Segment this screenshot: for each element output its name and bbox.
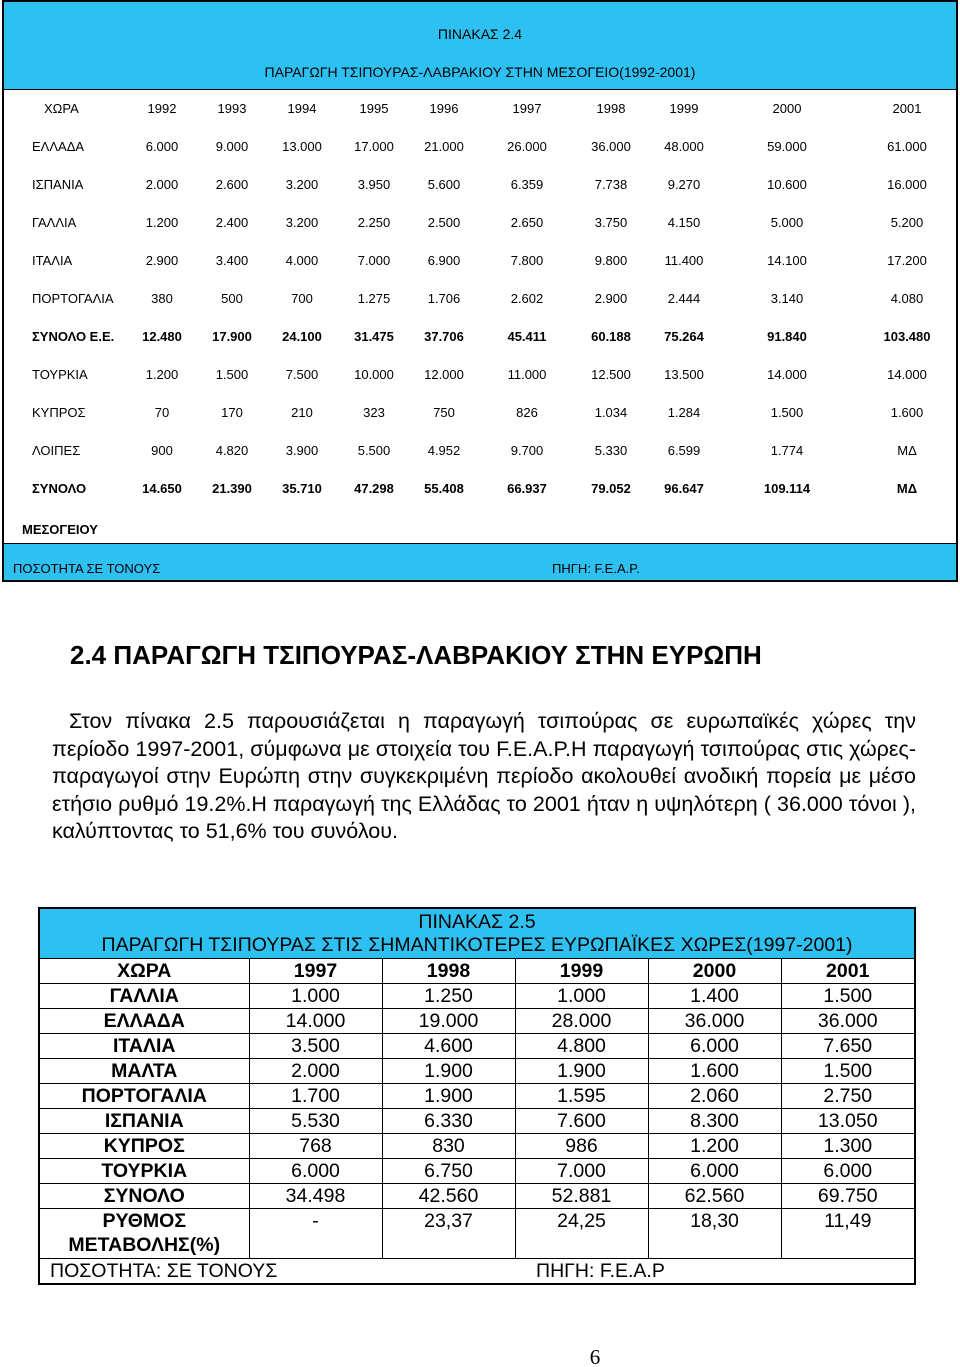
table-cell: 6.000 bbox=[781, 1158, 915, 1183]
table-cell: 2.444 bbox=[667, 291, 701, 306]
table-cell: 1.500 bbox=[781, 983, 915, 1008]
table-cell: 1.500 bbox=[781, 1058, 915, 1083]
row-label: ΙΤΑΛΙΑ bbox=[39, 1033, 249, 1058]
table-cell: 750 bbox=[433, 405, 455, 420]
paragraph-text: Στον πίνακα 2.5 παρουσιάζεται η παραγωγή τσιπούρας σε ευρωπαϊκές χώρες την περίοδο 1997-2001, σύμφωνα με στοιχεία του F.E.A.P.Η παραγωγή τσιπούρας στις χώρες-παραγωγοί στην Ευρώπη στην συγκεκριμένη περίοδο ακολουθεί ανοδική πορεία με μέσο ετήσιο ρυθμό 19.2%.Η παραγωγή της Ελλάδας το 2001 ήταν η υψηλότερη ( 36.000 τόνοι ), καλύπτοντας το 51,6% του συνόλου. bbox=[52, 709, 916, 843]
table-cell: 13.500 bbox=[664, 367, 704, 382]
table-cell: 12.500 bbox=[591, 367, 631, 382]
table-cell: 14.000 bbox=[249, 1008, 382, 1033]
column-header-year: 1999 bbox=[515, 958, 648, 983]
table-row bbox=[39, 1158, 915, 1183]
table-row bbox=[39, 1083, 915, 1108]
table-cell: 1997 bbox=[512, 101, 542, 116]
table-cell: 3.140 bbox=[770, 291, 804, 306]
row-label: ΜΑΛΤΑ bbox=[39, 1058, 249, 1083]
table-2-4-source: ΠΗΓΗ: F.E.A.P. bbox=[552, 561, 640, 576]
table-cell: 6.000 bbox=[249, 1158, 382, 1183]
table-cell: 2.602 bbox=[510, 291, 544, 306]
table-row bbox=[4, 242, 956, 280]
rate-label-line2: ΜΕΤΑΒΟΛΗΣ(%) bbox=[68, 1233, 221, 1256]
row-label: ΣΥΝΟΛΟ bbox=[32, 481, 87, 496]
table-cell: 70 bbox=[154, 405, 170, 420]
table-cell: 1.034 bbox=[594, 405, 628, 420]
table-cell: 1.200 bbox=[145, 367, 179, 382]
table-cell: 48.000 bbox=[664, 139, 704, 154]
table-cell: 11,49 bbox=[781, 1208, 915, 1258]
table-cell: 69.750 bbox=[781, 1183, 915, 1208]
row-label: ΤΟΥΡΚΙΑ bbox=[39, 1158, 249, 1183]
table-row bbox=[4, 356, 956, 394]
table-cell: 109.114 bbox=[763, 481, 811, 496]
table-2-5-title: ΠΑΡΑΓΩΓΗ ΤΣΙΠΟΥΡΑΣ ΣΤΙΣ ΣΗΜΑΝΤΙΚΟΤΕΡΕΣ ΕΥΡΩΠΑΪΚΕΣ ΧΩΡΕΣ(1997-2001) bbox=[39, 933, 915, 958]
table-cell: 1998 bbox=[596, 101, 626, 116]
table-cell: 14.000 bbox=[767, 367, 807, 382]
table-cell: 36.000 bbox=[781, 1008, 915, 1033]
table-cell: 4.000 bbox=[285, 253, 319, 268]
table-cell: - bbox=[249, 1208, 382, 1258]
table-cell: 45.411 bbox=[507, 329, 547, 344]
table-cell: 1.500 bbox=[770, 405, 804, 420]
table-cell: 21.390 bbox=[212, 481, 252, 496]
table-cell: 16.000 bbox=[887, 177, 927, 192]
table-cell: 36.000 bbox=[591, 139, 631, 154]
table-cell: 323 bbox=[363, 405, 385, 420]
table-cell: 6.900 bbox=[427, 253, 461, 268]
table-cell: 103.480 bbox=[883, 329, 931, 344]
table-cell: 19.000 bbox=[382, 1008, 515, 1033]
table-cell: 1.400 bbox=[648, 983, 781, 1008]
table-2-4-body bbox=[4, 90, 956, 543]
table-cell: 1.284 bbox=[667, 405, 701, 420]
table-cell: 10.600 bbox=[767, 177, 807, 192]
table-cell: 12.000 bbox=[424, 367, 464, 382]
table-row bbox=[39, 1183, 915, 1208]
row-label: ΤΟΥΡΚΙΑ bbox=[32, 367, 88, 382]
table-cell: 13.000 bbox=[282, 139, 322, 154]
table-cell: 11.000 bbox=[507, 367, 547, 382]
table-2-4-number: ΠΙΝΑΚΑΣ 2.4 bbox=[437, 26, 523, 42]
table-cell: 9.800 bbox=[594, 253, 628, 268]
table-cell: 11.400 bbox=[664, 253, 704, 268]
table-cell: 14.000 bbox=[887, 367, 927, 382]
table-cell: 31.475 bbox=[354, 329, 394, 344]
table-row bbox=[39, 983, 915, 1008]
table-cell: 986 bbox=[515, 1133, 648, 1158]
table-cell: 6.750 bbox=[382, 1158, 515, 1183]
table-cell: 3.900 bbox=[285, 443, 319, 458]
table-cell: 1.900 bbox=[382, 1058, 515, 1083]
table-row bbox=[39, 1108, 915, 1133]
table-2-5-unit-note: ΠΟΣΟΤΗΤΑ: ΣΕ ΤΟΝΟΥΣ bbox=[39, 1258, 648, 1284]
table-cell: 5.530 bbox=[249, 1108, 382, 1133]
table-cell: 2.000 bbox=[249, 1058, 382, 1083]
table-cell: 17.000 bbox=[354, 139, 394, 154]
table-cell: 6.000 bbox=[648, 1158, 781, 1183]
table-2-4-caption bbox=[4, 2, 956, 90]
table-cell: 3.400 bbox=[215, 253, 249, 268]
table-header-row bbox=[4, 90, 956, 128]
table-cell: 52.881 bbox=[515, 1183, 648, 1208]
table-cell: 1.900 bbox=[515, 1058, 648, 1083]
table-row bbox=[4, 280, 956, 318]
row-label: ΕΛΛΑΔΑ bbox=[39, 1008, 249, 1033]
table-cell: 1.700 bbox=[249, 1083, 382, 1108]
table-cell: 2.650 bbox=[510, 215, 544, 230]
table-cell: 380 bbox=[151, 291, 173, 306]
table-cell: 5.600 bbox=[427, 177, 461, 192]
table-2-5 bbox=[38, 907, 916, 1285]
row-label: ΧΩΡΑ bbox=[44, 101, 79, 116]
table-cell: 66.937 bbox=[507, 481, 547, 496]
table-footer-row bbox=[39, 1258, 915, 1284]
table-cell: 3.950 bbox=[357, 177, 391, 192]
table-cell: 75.264 bbox=[664, 329, 704, 344]
table-cell: 2.600 bbox=[215, 177, 249, 192]
section-heading: 2.4 ΠΑΡΑΓΩΓΗ ΤΣΙΠΟΥΡΑΣ-ΛΑΒΡΑΚΙΟΥ ΣΤΗΝ ΕΥΡΩΠΗ bbox=[70, 640, 762, 670]
table-cell: 826 bbox=[516, 405, 538, 420]
table-cell: 4.150 bbox=[667, 215, 701, 230]
table-cell: 1.900 bbox=[382, 1083, 515, 1108]
rate-of-change-row bbox=[39, 1208, 915, 1258]
row-label bbox=[39, 1208, 249, 1258]
row-label: ΙΣΠΑΝΙΑ bbox=[32, 177, 84, 192]
table-cell: 4.820 bbox=[215, 443, 249, 458]
table-cell: 21.000 bbox=[424, 139, 464, 154]
table-cell: 3.500 bbox=[249, 1033, 382, 1058]
table-row bbox=[39, 1133, 915, 1158]
table-cell: 2.900 bbox=[594, 291, 628, 306]
table-cell: 8.300 bbox=[648, 1108, 781, 1133]
table-cell: 210 bbox=[291, 405, 313, 420]
table-row bbox=[4, 166, 956, 204]
column-header-year: 1997 bbox=[249, 958, 382, 983]
table-2-4-total-label-cont: ΜΕΣΟΓΕΙΟΥ bbox=[22, 522, 98, 537]
table-cell: 1.275 bbox=[357, 291, 391, 306]
table-cell: 47.298 bbox=[354, 481, 394, 496]
row-label: ΕΛΛΑΔΑ bbox=[32, 139, 85, 154]
table-cell: 1992 bbox=[147, 101, 177, 116]
table-cell: 1.706 bbox=[427, 291, 461, 306]
table-cell: 6.359 bbox=[510, 177, 544, 192]
table-cell: 59.000 bbox=[767, 139, 807, 154]
table-cell: 1.000 bbox=[249, 983, 382, 1008]
table-cell: 17.900 bbox=[212, 329, 252, 344]
table-cell: 1.600 bbox=[648, 1058, 781, 1083]
table-cell: 2.500 bbox=[427, 215, 461, 230]
table-row bbox=[4, 432, 956, 470]
table-cell: 1.500 bbox=[215, 367, 249, 382]
table-cell: 4.800 bbox=[515, 1033, 648, 1058]
table-cell: 5.500 bbox=[357, 443, 391, 458]
table-cell: ΜΔ bbox=[897, 443, 917, 458]
table-2-4-unit-note: ΠΟΣΟΤΗΤΑ ΣΕ ΤΟΝΟΥΣ bbox=[13, 561, 161, 576]
table-cell: 5.200 bbox=[890, 215, 924, 230]
table-cell: 7.000 bbox=[515, 1158, 648, 1183]
table-cell: 6.330 bbox=[382, 1108, 515, 1133]
table-cell: 2.750 bbox=[781, 1083, 915, 1108]
row-label: ΚΥΠΡΟΣ bbox=[39, 1133, 249, 1158]
table-cell: 3.200 bbox=[285, 177, 319, 192]
table-cell: 6.000 bbox=[648, 1033, 781, 1058]
table-cell: 1994 bbox=[287, 101, 317, 116]
table-2-5-number: ΠΙΝΑΚΑΣ 2.5 bbox=[39, 908, 915, 933]
table-2-4 bbox=[2, 0, 958, 582]
row-label: ΣΥΝΟΛΟ Ε.Ε. bbox=[32, 329, 115, 344]
page-number: 6 bbox=[589, 1345, 601, 1367]
table-cell: 9.700 bbox=[510, 443, 544, 458]
table-cell: 4.600 bbox=[382, 1033, 515, 1058]
table-cell: 500 bbox=[221, 291, 243, 306]
row-label: ΙΣΠΑΝΙΑ bbox=[39, 1108, 249, 1133]
table-cell: 23,37 bbox=[382, 1208, 515, 1258]
table-cell: 1.000 bbox=[515, 983, 648, 1008]
table-cell: 900 bbox=[151, 443, 173, 458]
table-cell: 36.000 bbox=[648, 1008, 781, 1033]
table-row bbox=[39, 1008, 915, 1033]
row-label: ΣΥΝΟΛΟ bbox=[39, 1183, 249, 1208]
table-cell: 1.200 bbox=[648, 1133, 781, 1158]
table-2-4-title: ΠΑΡΑΓΩΓΗ ΤΣΙΠΟΥΡΑΣ-ΛΑΒΡΑΚΙΟΥ ΣΤΗΝ ΜΕΣΟΓΕΙΟ(1992-2001) bbox=[264, 64, 696, 80]
table-row bbox=[4, 204, 956, 242]
table-cell: 12.480 bbox=[142, 329, 182, 344]
table-cell: 9.000 bbox=[215, 139, 249, 154]
table-cell: 55.408 bbox=[424, 481, 464, 496]
table-cell: ΜΔ bbox=[896, 481, 918, 496]
table-cell: 14.650 bbox=[142, 481, 182, 496]
table-cell: 5.000 bbox=[770, 215, 804, 230]
column-header-year: 2001 bbox=[781, 958, 915, 983]
table-cell: 5.330 bbox=[594, 443, 628, 458]
table-cell: 10.000 bbox=[354, 367, 394, 382]
table-cell: 7.650 bbox=[781, 1033, 915, 1058]
table-cell: 768 bbox=[249, 1133, 382, 1158]
table-cell: 2000 bbox=[772, 101, 802, 116]
table-cell: 7.800 bbox=[510, 253, 544, 268]
table-cell: 6.599 bbox=[667, 443, 701, 458]
table-cell: 28.000 bbox=[515, 1008, 648, 1033]
table-cell: 2.400 bbox=[215, 215, 249, 230]
row-label: ΙΤΑΛΙΑ bbox=[32, 253, 73, 268]
row-label: ΓΑΛΛΙΑ bbox=[39, 983, 249, 1008]
table-cell: 18,30 bbox=[648, 1208, 781, 1258]
table-cell: 1.200 bbox=[145, 215, 179, 230]
table-cell: 7.600 bbox=[515, 1108, 648, 1133]
row-label: ΛΟΙΠΕΣ bbox=[32, 443, 81, 458]
table-row bbox=[39, 1033, 915, 1058]
row-label: ΚΥΠΡΟΣ bbox=[32, 405, 86, 420]
table-cell: 4.080 bbox=[890, 291, 924, 306]
row-label: ΓΑΛΛΙΑ bbox=[32, 215, 77, 230]
row-label: ΠΟΡΤΟΓΑΛΙΑ bbox=[39, 1083, 249, 1108]
table-cell: 1996 bbox=[429, 101, 459, 116]
table-cell: 13.050 bbox=[781, 1108, 915, 1133]
table-cell: 24,25 bbox=[515, 1208, 648, 1258]
table-cell: 1.250 bbox=[382, 983, 515, 1008]
table-cell: 2.250 bbox=[357, 215, 391, 230]
table-cell: 1.600 bbox=[890, 405, 924, 420]
table-cell: 79.052 bbox=[591, 481, 631, 496]
table-cell: 1.300 bbox=[781, 1133, 915, 1158]
table-header-row bbox=[39, 958, 915, 983]
table-cell: 62.560 bbox=[648, 1183, 781, 1208]
table-cell: 34.498 bbox=[249, 1183, 382, 1208]
table-cell: 60.188 bbox=[591, 329, 631, 344]
table-cell: 42.560 bbox=[382, 1183, 515, 1208]
table-row bbox=[4, 470, 956, 508]
table-cell: 1999 bbox=[669, 101, 699, 116]
table-cell: 170 bbox=[221, 405, 243, 420]
table-cell: 6.000 bbox=[145, 139, 179, 154]
table-cell: 1995 bbox=[359, 101, 389, 116]
table-cell: 24.100 bbox=[282, 329, 322, 344]
rate-label-line1: ΡΥΘΜΟΣ bbox=[102, 1209, 187, 1232]
table-cell: 7.000 bbox=[357, 253, 391, 268]
table-cell: 830 bbox=[382, 1133, 515, 1158]
table-cell: 1.774 bbox=[770, 443, 804, 458]
row-label: ΠΟΡΤΟΓΑΛΙΑ bbox=[32, 291, 114, 306]
column-header-year: 1998 bbox=[382, 958, 515, 983]
table-row bbox=[4, 318, 956, 356]
table-cell: 61.000 bbox=[887, 139, 927, 154]
table-cell: 9.270 bbox=[667, 177, 701, 192]
table-cell: 1993 bbox=[217, 101, 247, 116]
table-cell: 4.952 bbox=[427, 443, 461, 458]
table-cell: 96.647 bbox=[664, 481, 704, 496]
table-cell: 3.750 bbox=[594, 215, 628, 230]
table-cell: 3.200 bbox=[285, 215, 319, 230]
table-row bbox=[4, 394, 956, 432]
table-cell: 91.840 bbox=[767, 329, 807, 344]
table-cell: 35.710 bbox=[282, 481, 322, 496]
table-cell: 2001 bbox=[892, 101, 922, 116]
table-row bbox=[39, 1058, 915, 1083]
table-cell: 37.706 bbox=[424, 329, 464, 344]
table-cell: 7.500 bbox=[285, 367, 319, 382]
table-cell: 700 bbox=[291, 291, 313, 306]
table-2-4-footer bbox=[4, 543, 956, 580]
table-cell: 7.738 bbox=[594, 177, 628, 192]
section-paragraph bbox=[52, 708, 916, 846]
table-cell: 1.595 bbox=[515, 1083, 648, 1108]
table-row bbox=[4, 128, 956, 166]
column-header-year: 2000 bbox=[648, 958, 781, 983]
table-cell: 2.000 bbox=[145, 177, 179, 192]
table-cell: 26.000 bbox=[507, 139, 547, 154]
column-header-country: ΧΩΡΑ bbox=[39, 958, 249, 983]
table-cell: 2.060 bbox=[648, 1083, 781, 1108]
table-cell: 17.200 bbox=[887, 253, 927, 268]
table-cell: 14.100 bbox=[767, 253, 807, 268]
table-cell: 2.900 bbox=[145, 253, 179, 268]
table-2-5-source: ΠΗΓΗ: F.E.A.P bbox=[648, 1258, 915, 1284]
